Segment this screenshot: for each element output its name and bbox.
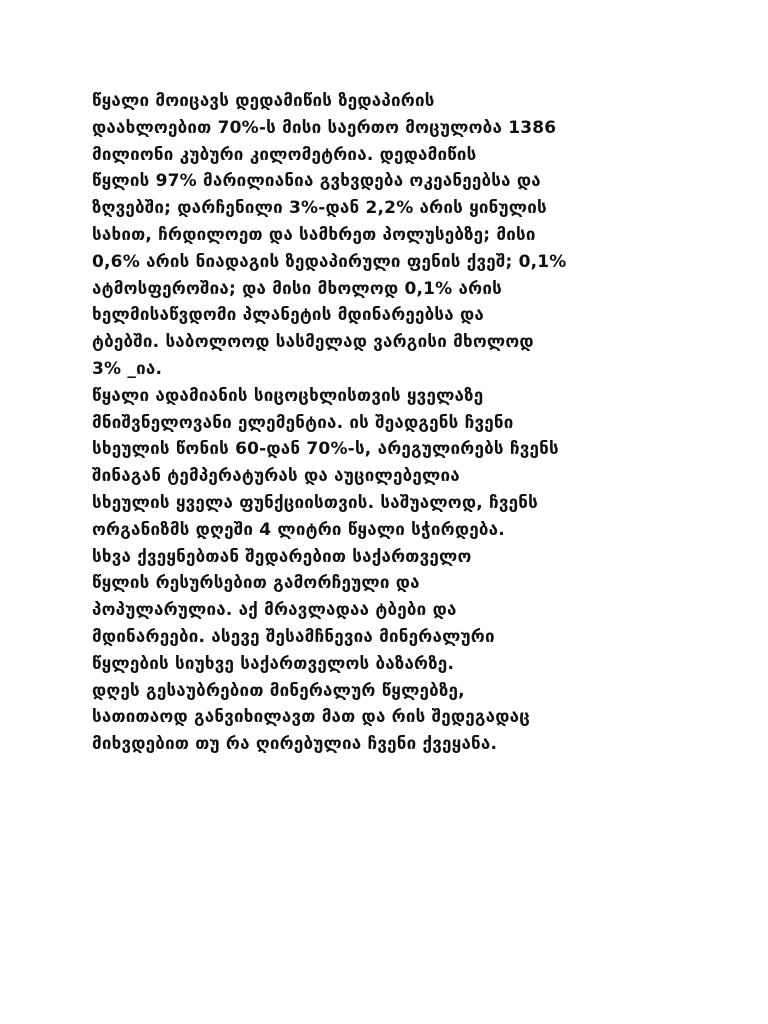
text-line: სხეულის ყველა ფუნქციისთვის. საშუალოდ, ჩვენს (92, 492, 539, 513)
text-line: მნიშვნელოვანი ელემენტია. ის შეადგენს ჩვენი (92, 412, 514, 433)
text-line: სახით, ჩრდილოეთ და სამხრეთ პოლუსებზე; მისი (92, 224, 536, 245)
text-line: მილიონი კუბური კილომეტრია. დედამიწის (92, 144, 477, 165)
text-line: მდინარეები. ასევე შესამჩნევია მინერალური (92, 626, 495, 647)
text-line: წყალი ადამიანის სიცოცხლისთვის ყველაზე (92, 385, 484, 406)
text-line: დაახლოებით 70%-ს მისი საერთო მოცულობა 1386 (92, 117, 557, 138)
text-line: ხელმისაწვდომი პლანეტის მდინარეებსა და (92, 305, 485, 326)
document-page (92, 88, 692, 758)
text-line: წყლის 97% მარილიანია გვხვდება ოკეანეებსა და (92, 171, 541, 192)
text-line: ტბებში. საბოლოოდ სასმელად ვარგისი მხოლოდ (92, 332, 534, 353)
text-line: წყლების სიუხვე საქართველოს ბაზარზე. (92, 653, 455, 674)
text-line: შინაგან ტემპერატურას და აუცილებელია (92, 466, 460, 487)
text-line: ზღვებში; დარჩენილი 3%-დან 2,2% არის ყინულის (92, 198, 547, 219)
text-line: ატმოსფეროშია; და მისი მხოლოდ 0,1% არის (92, 278, 502, 299)
text-line: სხეულის წონის 60-დან 70%-ს, არეგულირებს ჩვენს (92, 439, 559, 460)
text-line: სათითაოდ განვიხილავთ მათ და რის შედეგადაც (92, 707, 531, 728)
text-line: 0,6% არის ნიადაგის ზედაპირული ფენის ქვეშ; 0,1% (92, 251, 567, 272)
paragraph-water-distribution (92, 88, 692, 383)
text-line: პოპულარულია. აქ მრავლადაა ტბები და (92, 600, 457, 621)
paragraph-mineral-waters (92, 678, 692, 758)
text-line: წყალი მოიცავს დედამიწის ზედაპირის (92, 91, 435, 111)
text-line: სხვა ქვეყნებთან შედარებით საქართველო (92, 546, 472, 567)
text-line: მიხვდებით თუ რა ღირებულია ჩვენი ქვეყანა. (92, 734, 498, 755)
text-line: დღეს გესაუბრებით მინერალურ წყლებზე, (92, 680, 465, 701)
paragraph-water-importance (92, 383, 692, 678)
text-line: წყლის რესურსებით გამორჩეული და (92, 573, 420, 594)
text-line: 3% _ია. (92, 358, 163, 379)
text-line: ორგანიზმს დღეში 4 ლიტრი წყალი სჭირდება. (92, 519, 505, 540)
